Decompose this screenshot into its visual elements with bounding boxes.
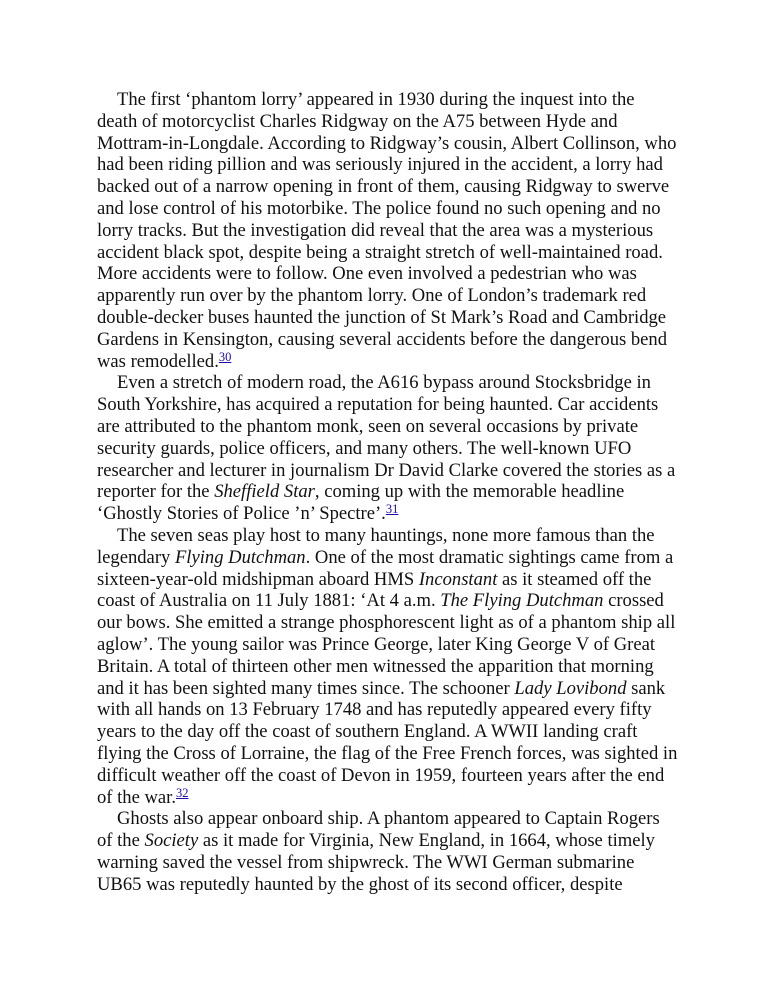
- paragraph-text: Even a stretch of modern road, the A616 bypass around Stocksbridge in South Yorkshire, has acquired a reputation for being haunted. Car accidents are attributed to the phantom monk, seen on several occasions by private security guards, police officers, and many others. The well-known UFO researcher and lecturer in journalism Dr David Clarke covered the stories as a reporter for the: [97, 372, 676, 503]
- paragraph: [97, 808, 679, 895]
- paragraph-text: . One of the most dramatic sightings came from a sixteen-year-old midshipman aboard HMS: [97, 546, 674, 590]
- italic-title: Sheffield Star: [214, 481, 315, 503]
- italic-title: Inconstant: [418, 568, 498, 590]
- paragraph-text: as it steamed off the coast of Australia on 11 July 1881: ‘At 4 a.m.: [97, 568, 652, 612]
- paragraph: [97, 525, 679, 808]
- footnote-link[interactable]: 31: [385, 502, 399, 517]
- page-body: [97, 89, 679, 895]
- paragraph: [97, 372, 679, 525]
- paragraph-text: The first ‘phantom lorry’ appeared in 1930 during the inquest into the death of motorcyclist Charles Ridgway on the A75 between Hyde and Mottram-in-Longdale. According to Ridgway’s cousin, Albert Collinson, who had been riding pillion and was seriously injured in the accident, a lorry had backed out of a narrow opening in front of them, causing Ridgway to swerve and lose control of his motorbike. The police found no such opening and no lorry tracks. But the investigation did reveal that the area was a mysterious accident black spot, despite being a straight stretch of well-maintained road. More accidents were to follow. One even involved a pedestrian who was apparently run over by the phantom lorry. One of London’s trademark red double-decker buses haunted the junction of St Mark’s Road and Cambridge Gardens in Kensington, causing several accidents before the dangerous bend was remodelled.: [97, 89, 677, 372]
- paragraph: [97, 89, 679, 372]
- paragraph-text: , coming up with the memorable headline ‘Ghostly Stories of Police ’n’ Spectre’.: [97, 481, 625, 525]
- paragraph-text: sank with all hands on 13 February 1748 and has reputedly appeared every fifty years to the day off the coast of southern England. A WWII landing craft flying the Cross of Lorraine, the flag of the Free French forces, was sighted in difficult weather off the coast of Devon in 1959, fourteen years after the end of the war.: [97, 677, 678, 808]
- paragraph-text: The seven seas play host to many hauntings, none more famous than the legendary: [97, 524, 655, 568]
- italic-title: Society: [144, 830, 199, 852]
- italic-title: Flying Dutchman: [174, 546, 306, 568]
- footnote-link[interactable]: 32: [176, 785, 189, 800]
- paragraph-text: Ghosts also appear onboard ship. A phantom appeared to Captain Rogers of the: [97, 808, 660, 852]
- italic-title: The Flying Dutchman: [440, 590, 604, 612]
- footnote-link[interactable]: 30: [218, 349, 232, 364]
- paragraph-text: as it made for Virginia, New England, in 1664, whose timely warning saved the vessel from shipwreck. The WWI German submarine UB65 was reputedly haunted by the ghost of its second officer, despite: [97, 830, 655, 895]
- italic-title: Lady Lovibond: [514, 677, 627, 699]
- paragraph-text: crossed our bows. She emitted a strange phosphorescent light as of a phantom ship all aglow’. The young sailor was Prince George, later King George V of Great Britain. A total of thirteen other men witnessed the apparition that morning and it has been sighted many times since. The schooner: [97, 590, 676, 699]
